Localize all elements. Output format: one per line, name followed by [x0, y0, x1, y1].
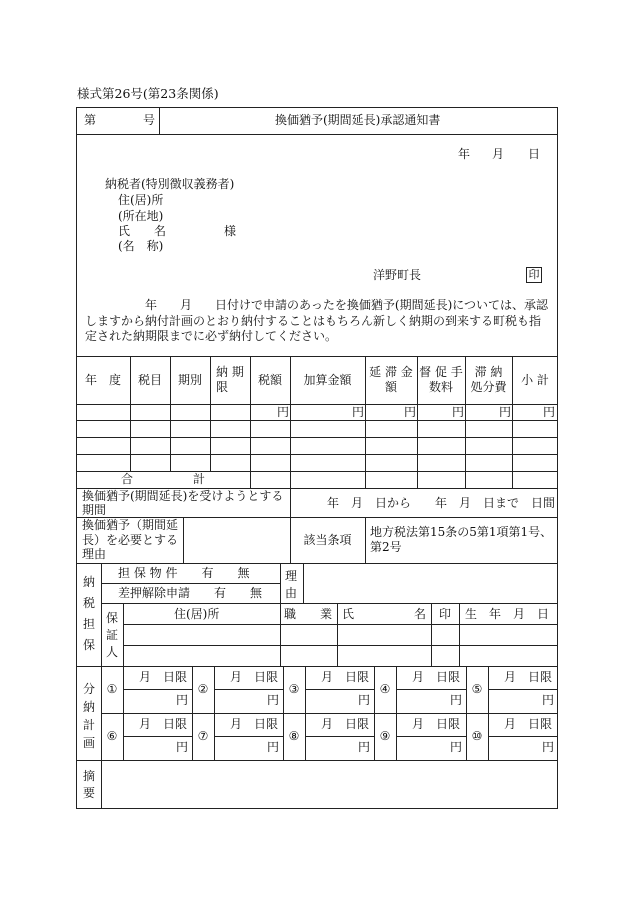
recipient-company: (名 称): [118, 239, 164, 253]
date-day: 日: [528, 147, 541, 161]
col-nouki: 納 期 限: [216, 365, 244, 394]
plan-deadline: 月 日限: [139, 670, 188, 684]
plan-unit-yen: 円: [358, 740, 371, 754]
form-number: 様式第26号(第23条関係): [77, 86, 219, 101]
collateral-property: 担 保 物 件 有 無: [118, 566, 250, 580]
plan-number: ⑥: [106, 729, 118, 743]
rule: [214, 689, 283, 690]
plan-unit-yen: 円: [267, 693, 280, 707]
body-month: 月: [180, 298, 193, 312]
plan-number: ③: [288, 682, 300, 696]
plan-unit-yen: 円: [450, 740, 463, 754]
seal-mark: 印: [526, 267, 542, 283]
rule: [488, 689, 558, 690]
date-year: 年: [458, 147, 471, 161]
col-nendo: 年 度: [84, 373, 121, 387]
collateral-release: 差押解除申請 有 無: [118, 586, 263, 600]
col-name: 氏 名: [342, 607, 427, 621]
rule: [159, 107, 160, 134]
plan-deadline: 月 日限: [230, 717, 279, 731]
plan-section-label: 分納計画: [82, 682, 95, 750]
rule: [305, 736, 374, 737]
unit-yen: 円: [404, 405, 417, 419]
date-month: 月: [492, 147, 505, 161]
col-birth: 生 年 月 日: [465, 607, 550, 621]
body-text: 日付けで申請のあったを換価猶予(期間延長)については、承認しますから納付計画のとおり納付することはもちろん新しく納期の到来する町税も指定された納期限までに必ず納付してください。: [85, 298, 549, 343]
rule: [396, 736, 466, 737]
rule: [123, 736, 192, 737]
plan-number: ⑧: [288, 729, 300, 743]
reason-label: 換価猶予（期間延長）を必要とする理由: [82, 518, 179, 561]
period-text: 年 月 日から 年 月 日まで 日間: [327, 496, 556, 510]
col-seal: 印: [438, 607, 451, 621]
col-zeigaku: 税額: [257, 373, 282, 387]
plan-unit-yen: 円: [542, 740, 555, 754]
plan-unit-yen: 円: [542, 693, 555, 707]
plan-number: ⑩: [471, 729, 483, 743]
no-suffix: 号: [143, 113, 156, 127]
unit-yen: 円: [277, 405, 290, 419]
plan-number: ⑦: [197, 729, 209, 743]
plan-number: ②: [197, 682, 209, 696]
body-year: 年: [145, 298, 158, 312]
plan-number: ④: [379, 682, 391, 696]
remarks-label: 摘要: [82, 769, 95, 800]
plan-number: ⑤: [471, 682, 483, 696]
period-label: 換価猶予(期間延長)を受けようとする期間: [82, 489, 284, 517]
plan-number: ⑨: [379, 729, 391, 743]
recipient-name: 氏 名: [118, 224, 167, 238]
collateral-section-label: 納税担保: [82, 575, 95, 652]
unit-yen: 円: [352, 405, 365, 419]
col-tokusoku: 督 促 手数料: [419, 365, 463, 394]
plan-unit-yen: 円: [450, 693, 463, 707]
plan-unit-yen: 円: [358, 693, 371, 707]
rule: [305, 689, 374, 690]
recipient-location: (所在地): [118, 209, 164, 223]
rule: [214, 736, 283, 737]
col-occupation: 職 業: [284, 607, 333, 621]
article-label: 該当条項: [303, 533, 352, 547]
rule: [396, 689, 466, 690]
rule: [488, 736, 558, 737]
col-taino: 滞 納 処分費: [470, 365, 507, 394]
rule: [76, 134, 558, 135]
no-prefix: 第: [84, 113, 97, 127]
plan-deadline: 月 日限: [412, 670, 461, 684]
plan-deadline: 月 日限: [321, 670, 370, 684]
plan-number: ①: [106, 682, 118, 696]
col-zeimoku: 税目: [137, 373, 162, 387]
total-label: 合 計: [120, 472, 205, 486]
page-title: 換価猶予(期間延長)承認通知書: [275, 113, 441, 127]
unit-yen: 円: [452, 405, 465, 419]
article-value: 地方税法第15条の5第1項第1号、第2号: [370, 525, 553, 554]
issuer-name: 洋野町長: [373, 268, 422, 282]
col-address: 住(居)所: [174, 607, 220, 621]
col-kasan: 加算金額: [303, 373, 352, 387]
unit-yen: 円: [499, 405, 512, 419]
plan-deadline: 月 日限: [504, 717, 553, 731]
plan-deadline: 月 日限: [321, 717, 370, 731]
guarantor-label: 保証人: [105, 611, 118, 659]
plan-deadline: 月 日限: [139, 717, 188, 731]
recipient-address: 住(居)所: [118, 193, 164, 207]
plan-deadline: 月 日限: [412, 717, 461, 731]
collateral-reason-label: 理由: [284, 569, 297, 600]
col-entai: 延 滞 金 額: [369, 365, 413, 394]
recipient-label: 納税者(特別徴収義務者): [105, 177, 235, 191]
col-shokei: 小 計: [521, 373, 549, 387]
plan-unit-yen: 円: [176, 740, 189, 754]
plan-unit-yen: 円: [176, 693, 189, 707]
rule: [123, 689, 192, 690]
plan-deadline: 月 日限: [504, 670, 553, 684]
recipient-honorific: 様: [224, 224, 237, 238]
plan-unit-yen: 円: [267, 740, 280, 754]
plan-deadline: 月 日限: [230, 670, 279, 684]
col-kibetsu: 期別: [177, 373, 202, 387]
unit-yen: 円: [543, 405, 556, 419]
